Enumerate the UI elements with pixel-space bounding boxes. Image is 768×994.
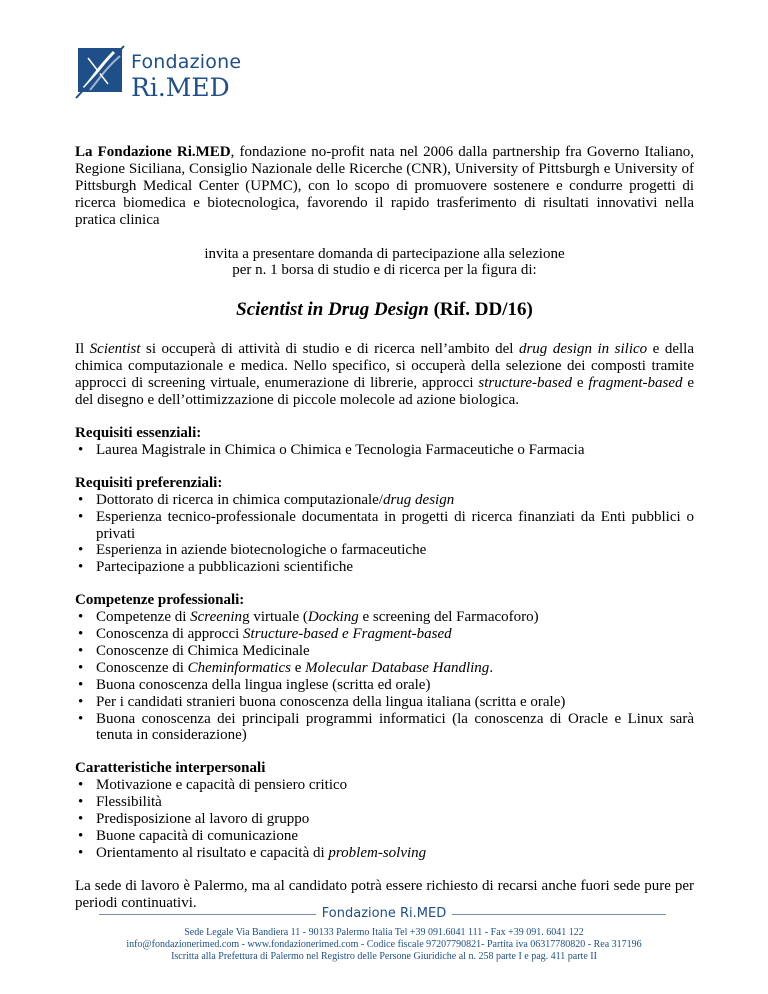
text-run: Motivazione e capacità di pensiero critico: [96, 777, 348, 794]
list-item: [75, 694, 694, 711]
list-item: [75, 559, 694, 576]
closing-paragraph: La sede di lavoro è Palermo, ma al candidato potrà essere richiesto di recarsi anche fuori sede pure per periodi continuativi.: [75, 877, 694, 911]
list-item: [75, 777, 694, 794]
text-run: g virtuale (: [242, 609, 308, 626]
footer-contacts: info@fondazionerimed.com - www.fondazionerimed.com - Codice fiscale 97207790821- Partita iva 06317780820 - Rea 317196: [126, 939, 642, 950]
document-body: [75, 144, 694, 912]
list-item: [75, 677, 694, 694]
intro-org-name: La Fondazione Ri.MED: [75, 144, 231, 160]
list-item: [75, 442, 694, 459]
position-role: Scientist in Drug Design: [236, 299, 429, 321]
text-run: Esperienza in aziende biotecnologiche o farmaceutiche: [96, 542, 427, 559]
footer-registration: Iscritta alla Prefettura di Palermo nel Registro delle Persone Giuridiche al n. 258 parte I e pag. 411 parte II: [171, 951, 597, 962]
text-run: e: [572, 375, 589, 392]
italic-text: Screenin: [190, 609, 243, 626]
list-item: [75, 811, 694, 828]
italic-text: Docking: [307, 609, 359, 626]
section-heading: Competenze professionali:: [75, 592, 245, 609]
invite-line-2: per n. 1 borsa di studio e di ricerca per la figura di:: [232, 262, 537, 279]
bullet-dot: •: [78, 693, 84, 710]
position-title: [75, 299, 694, 321]
text-run: Per i candidati stranieri buona conoscenza della lingua italiana (scritta e orale): [96, 693, 566, 710]
bullet-dot: •: [78, 626, 84, 643]
italic-text: Molecular Database Handling: [305, 659, 490, 676]
section-2: [75, 475, 694, 576]
description-paragraph: [75, 341, 694, 409]
italic-text: problem-solving: [328, 844, 427, 861]
list-item: [75, 509, 694, 543]
intro-text: , fondazione no-profit nata nel 2006 dalla partnership fra Governo Italiano, Regione Siciliana, Consiglio Nazionale delle Ricerche (CNR), University of Pittsburgh e University of Pittsburgh Medical Center (UPMC), con lo scopo di promuovere sostenere e condurre progetti di ricerca biomedica e biotecnologica, favorendo il rapido trasferimento di risultati innovativi nella pratica clinica: [75, 144, 694, 228]
italic-text: Cheminformatics: [187, 659, 291, 676]
text-run: Competenze di: [96, 609, 191, 626]
text-run: Conoscenze di Chimica Medicinale: [96, 642, 310, 659]
invite-line-1: invita a presentare domanda di partecipazione alla selezione: [204, 245, 565, 262]
list-item: [75, 626, 694, 643]
intro-paragraph: [75, 144, 694, 229]
bullet-dot: •: [78, 542, 84, 559]
text-run: Il: [75, 341, 90, 358]
text-run: Dottorato di ricerca in chimica computazionale/: [96, 491, 383, 508]
bullet-dot: •: [78, 794, 84, 811]
bullet-dot: •: [78, 676, 84, 693]
list-item: [75, 492, 694, 509]
list-item: [75, 643, 694, 660]
bullet-dot: •: [78, 508, 84, 525]
text-run: .: [489, 659, 494, 676]
bullet-dot: •: [78, 609, 84, 626]
italic-text: structure-based: [478, 375, 573, 392]
text-run: Esperienza tecnico-professionale documentata in progetti di ricerca finanziati da Enti pubblici o privati: [96, 508, 694, 542]
section-heading: Caratteristiche interpersonali: [75, 760, 266, 777]
bullet-dot: •: [78, 559, 84, 576]
section-heading: Requisiti essenziali:: [75, 424, 202, 441]
rimed-logo-icon: [74, 44, 128, 100]
section-3: [75, 592, 694, 744]
requirements-sections: [75, 425, 694, 862]
logo-text-fondazione: Fondazione: [131, 51, 242, 73]
text-run: si occuperà di attività di studio e di ricerca nell’ambito del: [140, 341, 519, 358]
bullet-dot: •: [78, 491, 84, 508]
bullet-list: [75, 609, 694, 744]
bullet-dot: •: [78, 777, 84, 794]
bullet-dot: •: [78, 811, 84, 828]
text-run: Buone capacità di comunicazione: [96, 828, 298, 844]
italic-text: fragment-based: [588, 375, 683, 392]
text-run: Predisposizione al lavoro di gruppo: [96, 811, 310, 828]
rimed-logo: [74, 44, 244, 104]
italic-text: Structure-based e Fragment-based: [243, 626, 452, 643]
list-item: [75, 660, 694, 677]
text-run: Buona conoscenza dei principali programmi informatici (la conoscenza di Oracle e Linux sarà tenuta in considerazione): [96, 710, 694, 744]
bullet-dot: •: [78, 659, 84, 676]
section-heading: Requisiti preferenziali:: [75, 474, 223, 491]
invite-block: [75, 246, 694, 280]
bullet-dot: •: [78, 642, 84, 659]
footer-address: Sede Legale Via Bandiera 11 - 90133 Palermo Italia Tel +39 091.6041 111 - Fax +39 091. 6041 122: [184, 927, 584, 938]
bullet-list: [75, 442, 694, 459]
text-run: Buona conoscenza della lingua inglese (scritta ed orale): [96, 676, 431, 693]
bullet-dot: •: [78, 441, 84, 458]
text-run: e: [290, 659, 306, 676]
section-1: [75, 425, 694, 459]
list-item: [75, 711, 694, 745]
text-run: Orientamento al risultato e capacità di: [96, 844, 329, 861]
text-run: Conoscenze di: [96, 659, 188, 676]
bullet-list: [75, 777, 694, 862]
text-run: Conoscenza di approcci: [96, 626, 244, 643]
section-4: [75, 760, 694, 861]
list-item: [75, 609, 694, 626]
list-item: [75, 845, 694, 862]
bullet-dot: •: [78, 844, 84, 861]
footer-brand: Fondazione Ri.MED: [0, 906, 768, 921]
text-run: e della chimica computazionale e medica. Nello specifico, si occuperà della selezione dei composti tramite approcci di screening virtuale, enumerazione di librerie, approcci: [75, 341, 694, 392]
bullet-list: [75, 492, 694, 577]
bullet-dot: •: [78, 828, 84, 844]
text-run: e del disegno e dell’ottimizzazione di piccole molecole ad azione biologica.: [75, 375, 694, 409]
italic-text: drug design in silico: [518, 341, 648, 358]
list-item: [75, 828, 694, 845]
italic-text: drug design: [382, 491, 455, 508]
list-item: [75, 794, 694, 811]
italic-text: Scientist: [89, 341, 141, 358]
logo-text-rimed: Ri.MED: [131, 73, 230, 102]
bullet-dot: •: [78, 710, 84, 727]
position-ref: (Rif. DD/16): [428, 299, 533, 321]
list-item: [75, 542, 694, 559]
text-run: Laurea Magistrale in Chimica o Chimica e Tecnologia Farmaceutiche o Farmacia: [96, 441, 585, 458]
text-run: Flessibilità: [96, 794, 162, 811]
text-run: Partecipazione a pubblicazioni scientifiche: [96, 559, 353, 576]
text-run: e screening del Farmacoforo): [358, 609, 539, 626]
